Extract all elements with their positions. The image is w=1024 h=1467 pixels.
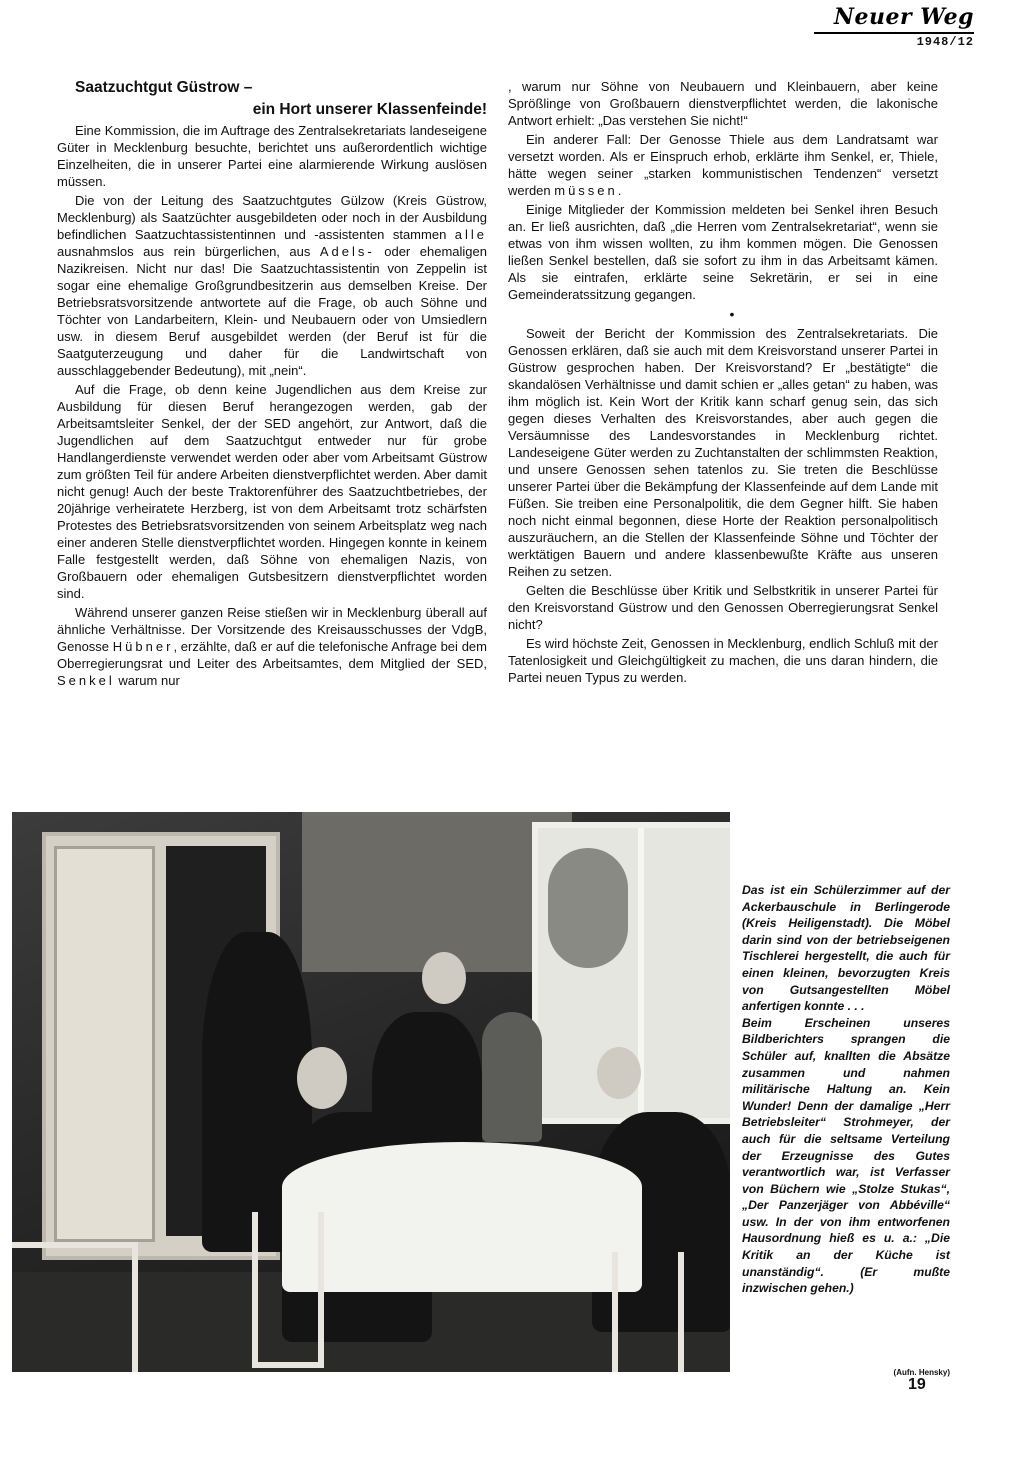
- section-separator: •: [729, 306, 735, 322]
- article-paragraph: Gelten die Beschlüsse über Kritik und Selbstkritik in unserer Partei für den Kreisvorstand Güstrow und den Genossen Oberregierungsrat Senkel nicht?: [508, 583, 938, 632]
- article-paragraph: Soweit der Bericht der Kommission des Zentralsekretariats. Die Genossen erklären, daß sie auch mit dem Kreisvorstand unserer Partei in Güstrow gesprochen haben. Der Kreisvorstand? Er „bestätigte“ die skandalösen Verhältnisse und damit schien er „alles getan“ zu haben, was ihm möglich ist. Kein Wort der Kritik kann scharf genug sein, das sich gegen dieses Verhalten des Kreisvorstandes, aber auch gegen die Versäumnisse des Landesvorstandes in Mecklenburg richtet. Landeseigene Güter werden zu Zuchtanstalten der schlimmsten Reaktion, und unsere Genossen sehen tatenlos zu. Sie treten die Beschlüsse unserer Partei über die Bekämpfung der Klassenfeinde auf dem Lande mit Füßen. Sie treiben eine Personalpolitik, die dem Gegner hilft. Sie haben noch nicht einmal begonnen, diese Horte der Reaktion personalpolitisch auszuräuchern, an die Stellen der Klassenfeinde Söhne und Töchter der werktätigen Bauern und andere klassenbewußte Kräfte aus unseren Reihen zu setzen.: [508, 326, 938, 579]
- article-paragraph: Einige Mitglieder der Kommission meldeten bei Senkel ihren Besuch an. Er ließ ausrichten, daß „die Herren vom Zentralsekretariat“, wenn sie etwas von ihm wissen wollten, zu ihm kommen mögen. Die Genossen ließen Senkel bestellen, daß sie sofort zu ihm in das Arbeitsamt kämen. Als sie eintrafen, erklärte seine Sekretärin, er sei in eine Gemeinderatssitzung gegangen.: [508, 202, 938, 302]
- masthead: [814, 4, 974, 49]
- magazine-logo: Neuer Weg: [833, 4, 974, 30]
- caption-paragraph: Beim Erscheinen unseres Bildberichters sprangen die Schüler auf, knallten die Absätze zusammen und nahmen militärische Haltung an. Kein Wunder! Denn der damalige „Herr Betriebsleiter“ Strohmeyer, der auch für die seltsame Verteilung der Erzeugnisse des Gutes verantwortlich war, ist Verfasser von Büchern wie „Stolze Stukas“, „Der Panzerjäger von Abbéville“ usw. In der von ihm entworfenen Hausordnung hieß es u. a.: „Die Kritik an der Küche ist unanständig“. (Er mußte inzwischen gehen.): [742, 1015, 950, 1296]
- article-paragraph-continued: , warum nur Söhne von Neubauern und Kleinbauern, aber keine Sprößlinge von Großbauern dienstverpflichtet werden, die lakonische Antwort erhielt: „Das verstehen Sie nicht!“: [508, 79, 938, 128]
- article-paragraph: Es wird höchste Zeit, Genossen in Mecklenburg, endlich Schluß mit der Tatenlosigkeit und Gleichgültigkeit zu machen, die uns daran hindern, die Partei neuen Typus zu werden.: [508, 636, 938, 685]
- caption-paragraph: Das ist ein Schülerzimmer auf der Ackerbauschule in Berlingerode (Kreis Heiligenstadt). Die Möbel darin sind von der betriebseigenen Tischlerei hergestellt, die auch für einen kleinen, bevorzugten Kreis von Gutsangestellten Möbel anfertigen konnte . . .: [742, 883, 950, 1014]
- classroom-photo: [12, 812, 730, 1372]
- article-paragraph: Auf die Frage, ob denn keine Jugendlichen aus dem Kreise zur Ausbildung für diesen Beruf herangezogen werden, gab der Arbeitsamtsleiter Senkel, der der SED angehört, zur Antwort, daß die Jugendlichen auf dem Saatzuchtgut entweder nur für grobe Handlangerdienste verwendet werden oder aber vom Arbeitsamt Güstrow zum größten Teil für andere Arbeiten dienstverpflichtet werden. Aber damit nicht genug! Auch der beste Traktorenführer des Saatzuchtbetriebes, der 20jährige verheiratete Herzberg, ist von dem Arbeitsamt trotz schärfsten Protestes des Betriebsratsvorsitzenden von seinem Arbeitsplatz weg nach einer anderen Stelle dienstverpflichtet worden. Hingegen konnte in keinem Falle festgestellt werden, daß Söhne von ehemaligen Nazis, von Großbauern oder ehemaligen Gutsbesitzern dienstverpflichtet worden sind.: [57, 382, 487, 601]
- article-column-right: [508, 78, 938, 686]
- article-title-line2: ein Hort unserer Klassenfeinde!: [252, 101, 487, 118]
- article-paragraph: Ein anderer Fall: Der Genosse Thiele aus dem Landratsamt war versetzt worden. Als er Einspruch erhob, erklärte ihm Senkel, er, Thiele, hätte wegen seiner „starken kommunistischen Tendenzen“ versetzt werden müssen.: [508, 132, 938, 198]
- article-paragraph: Während unserer ganzen Reise stießen wir in Mecklenburg überall auf ähnliche Verhältnisse. Der Vorsitzende des Kreisausschusses der VdgB, Genosse Hübner, erzählte, daß er auf die telefonische Anfrage bei dem Oberregierungsrat und Leiter des Arbeitsamtes, dem Mitglied der SED, Senkel warum nur: [57, 605, 487, 688]
- article-paragraph: Die von der Leitung des Saatzuchtgutes Gülzow (Kreis Güstrow, Mecklenburg) als Saatzüchter ausgebildeten oder noch in der Ausbildung befindlichen Saatzuchtassistentinnen und -assistenten stammen alle ausnahmslos aus rein bürgerlichen, aus Adels- oder ehemaligen Nazikreisen. Nicht nur das! Die Saatzuchtassistentin von Zeppelin ist sogar eine ehemalige Großgrundbesitzerin aus demselben Kreise. Der Betriebsratsvorsitzende antwortete auf die Frage, ob auch Söhne und Töchter von Landarbeitern, Klein- und Neubauern oder von Umsiedlern usw. in diesem Beruf ausgebildet werden (der Beruf ist für die Saatguterzeugung und daher für die Landwirtschaft von ausschlaggebender Bedeutung), mit „nein“.: [57, 193, 487, 378]
- continued-text: warum nur: [114, 673, 180, 688]
- photo-credit: (Aufn. Hensky): [893, 1368, 950, 1377]
- article-title-line1: Saatzuchtgut Güstrow –: [75, 79, 253, 96]
- photo-caption: [742, 882, 950, 1297]
- article-column-left: [57, 78, 487, 689]
- article-paragraph: Eine Kommission, die im Auftrage des Zentralsekretariats landeseigene Güter in Mecklenburg besuchte, berichtet uns außerordentlich wichtige Einzelheiten, die in unserer Partei eine alarmierende Wirkung auslösen müssen.: [57, 123, 487, 189]
- page-number: 19: [908, 1376, 926, 1393]
- issue-number: 1948/12: [814, 32, 974, 49]
